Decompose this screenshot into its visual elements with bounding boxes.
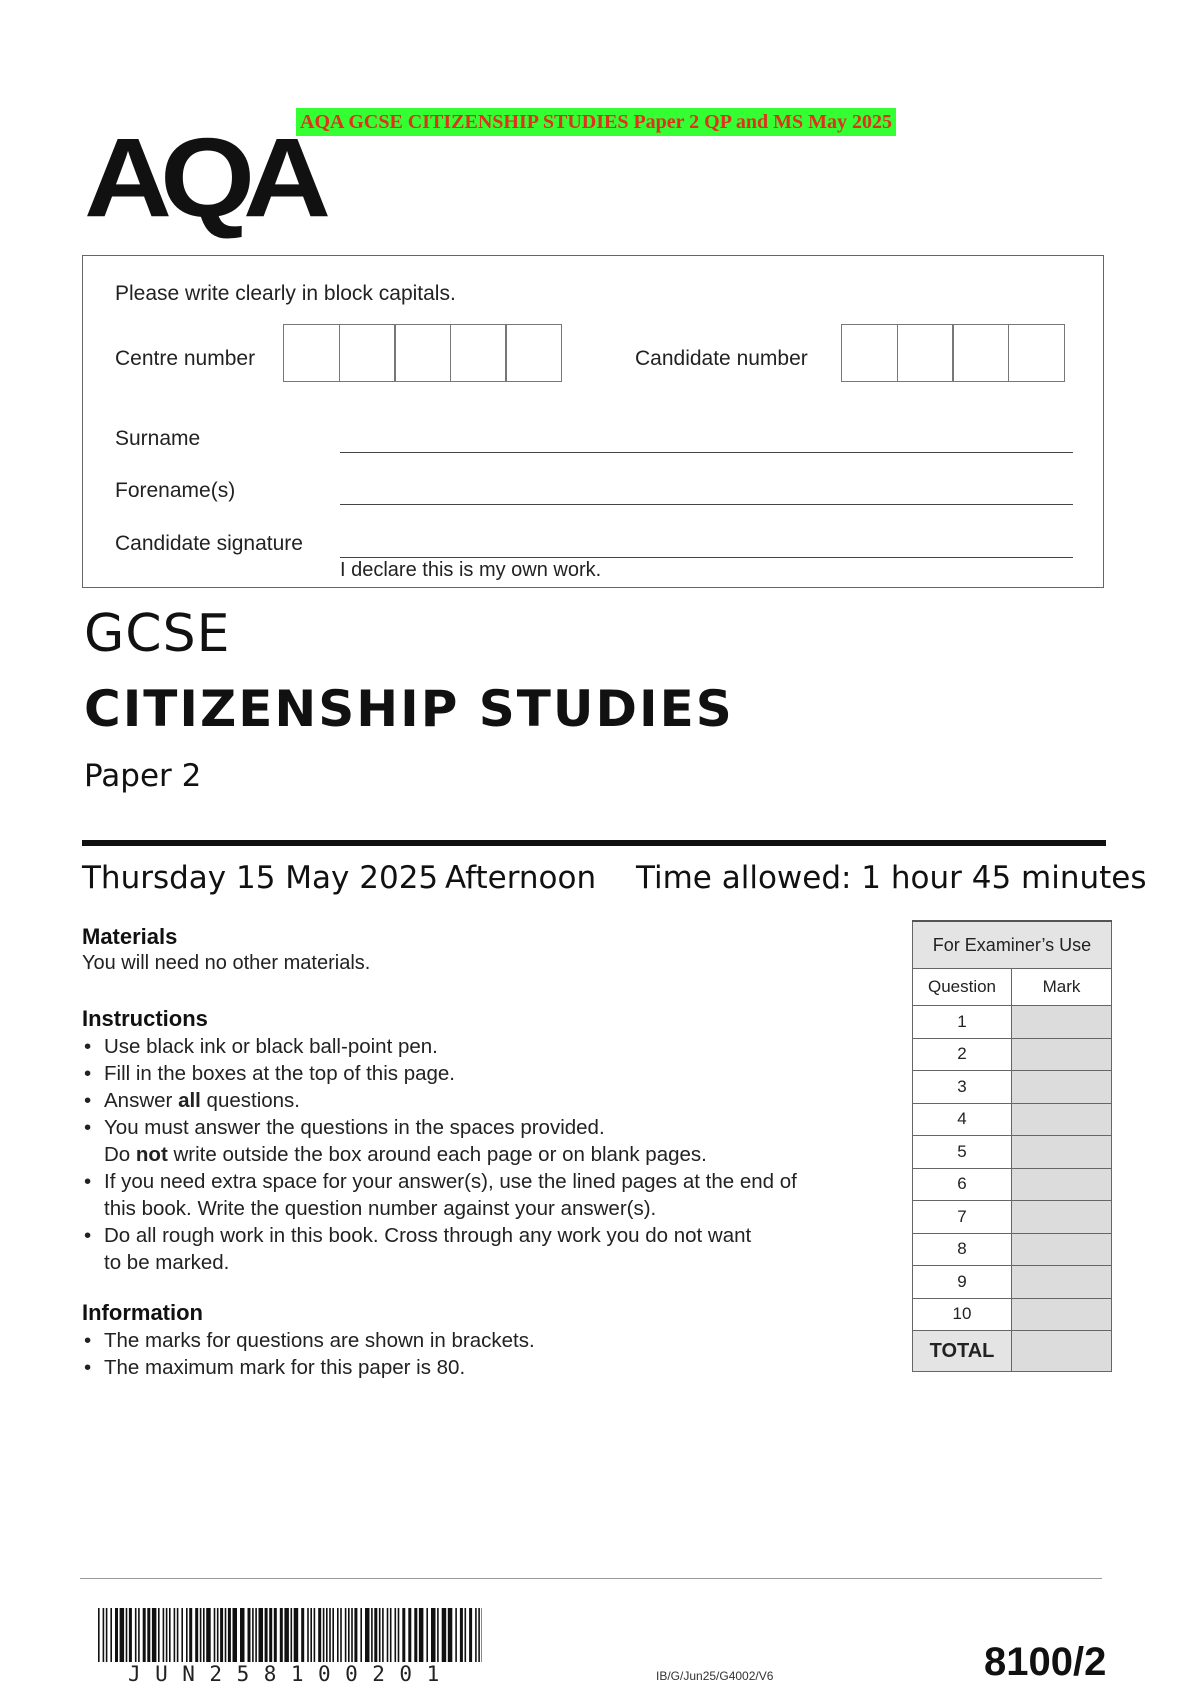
barcode-bar: [348, 1608, 350, 1662]
information-heading: Information: [82, 1300, 203, 1325]
information-item: • The maximum mark for this paper is 80.: [82, 1354, 882, 1381]
question-number: 7: [913, 1201, 1012, 1234]
barcode-bar: [345, 1608, 347, 1662]
mark-cell[interactable]: [1012, 1038, 1112, 1071]
barcode-bar: [98, 1608, 100, 1662]
barcode-bar: [379, 1608, 381, 1662]
barcode-bar: [265, 1608, 268, 1662]
barcode-bar: [340, 1608, 342, 1662]
barcode-bar: [214, 1608, 216, 1662]
mark-cell[interactable]: [1012, 1103, 1112, 1136]
candidate-number-digit[interactable]: [952, 324, 1009, 382]
mark-cell[interactable]: [1012, 1136, 1112, 1169]
paper-code: 8100/2: [984, 1640, 1107, 1684]
examiner-row: [913, 1233, 1112, 1266]
barcode-bar: [455, 1608, 457, 1662]
barcode-bar: [475, 1608, 477, 1662]
barcode-bar: [225, 1608, 227, 1662]
barcode-bar: [163, 1608, 165, 1662]
surname-field[interactable]: [340, 452, 1073, 453]
centre-number-digit[interactable]: [505, 324, 562, 382]
mark-cell[interactable]: [1012, 1006, 1112, 1039]
barcode-bar: [135, 1608, 137, 1662]
examiner-row: [913, 1201, 1112, 1234]
barcode-bar: [354, 1608, 357, 1662]
barcode-bar: [390, 1608, 392, 1662]
barcode-bar: [414, 1608, 417, 1662]
barcode-bar: [395, 1608, 397, 1662]
exam-date: Thursday 15 May 2025: [82, 860, 439, 896]
barcode-number: JUN258100201: [128, 1662, 454, 1686]
mark-cell[interactable]: [1012, 1168, 1112, 1201]
instructions-heading: Instructions: [82, 1006, 208, 1031]
barcode-bar: [203, 1608, 205, 1662]
barcode-bar: [371, 1608, 373, 1662]
time-allowed: Time allowed: 1 hour 45 minutes: [636, 860, 1147, 896]
barcode-bar: [387, 1608, 389, 1662]
barcode-bar: [259, 1608, 264, 1662]
barcode-bar: [360, 1608, 362, 1662]
materials-heading: Materials: [82, 924, 178, 949]
barcode-bar: [398, 1608, 400, 1662]
question-number: 4: [913, 1103, 1012, 1136]
barcode-bar: [382, 1608, 384, 1662]
candidate-number-digit[interactable]: [841, 324, 898, 382]
instructions-section: [82, 1006, 892, 1276]
examiner-row: [913, 1006, 1112, 1039]
barcode-bar: [437, 1608, 439, 1662]
document-reference: IB/G/Jun25/G4002/V6: [656, 1669, 774, 1683]
barcode-bar: [186, 1608, 188, 1662]
barcode-bar: [402, 1608, 405, 1662]
barcode-bar: [129, 1608, 132, 1662]
barcode-bar: [143, 1608, 146, 1662]
forenames-field[interactable]: [340, 504, 1073, 505]
barcode-bar: [318, 1608, 321, 1662]
centre-number-label: Centre number: [115, 347, 256, 370]
question-number: 2: [913, 1038, 1012, 1071]
candidate-number-boxes[interactable]: [841, 324, 1065, 382]
barcode-bar: [442, 1608, 447, 1662]
barcode-bar: [326, 1608, 328, 1662]
instruction-item: • Use black ink or black ball-point pen.: [82, 1033, 892, 1060]
barcode-bar: [177, 1608, 179, 1662]
materials-section: [82, 924, 882, 975]
paper-number: Paper 2: [84, 758, 202, 794]
barcode-bar: [478, 1608, 480, 1662]
barcode-bar: [174, 1608, 176, 1662]
barcode-bar: [240, 1608, 245, 1662]
examiner-row: [913, 1298, 1112, 1331]
mark-cell[interactable]: [1012, 1266, 1112, 1299]
barcode-bar: [206, 1608, 211, 1662]
instruction-item: • Fill in the boxes at the top of this page.: [82, 1060, 892, 1087]
barcode-bar: [152, 1608, 157, 1662]
barcode-bar: [294, 1608, 299, 1662]
barcode-bar: [110, 1608, 112, 1662]
total-label: TOTAL: [913, 1331, 1012, 1372]
qualification-level: GCSE: [84, 604, 231, 664]
barcode: [98, 1608, 482, 1662]
barcode-bar: [310, 1608, 312, 1662]
barcode-bar: [189, 1608, 192, 1662]
barcode-bar: [274, 1608, 277, 1662]
barcode-bar: [126, 1608, 128, 1662]
question-number: 5: [913, 1136, 1012, 1169]
subject-title: CITIZENSHIP STUDIES: [84, 680, 734, 738]
barcode-bar: [248, 1608, 251, 1662]
document-title-banner: AQA GCSE CITIZENSHIP STUDIES Paper 2 QP and MS May 2025: [296, 108, 896, 136]
centre-number-digit[interactable]: [339, 324, 396, 382]
barcode-bar: [408, 1608, 411, 1662]
mark-cell[interactable]: [1012, 1201, 1112, 1234]
barcode-bar: [220, 1608, 223, 1662]
barcode-bar: [307, 1608, 309, 1662]
barcode-bar: [323, 1608, 325, 1662]
barcode-bar: [115, 1608, 118, 1662]
examiner-row: [913, 1038, 1112, 1071]
mark-column-header: Mark: [1012, 969, 1112, 1006]
candidate-number-digit[interactable]: [897, 324, 954, 382]
mark-cell[interactable]: [1012, 1298, 1112, 1331]
instruction-item: • Do all rough work in this book. Cross through any work you do not want to be marked.: [82, 1222, 892, 1276]
barcode-bar: [106, 1608, 108, 1662]
examiners-use-title: For Examiner’s Use: [913, 921, 1112, 969]
materials-text: You will need no other materials.: [82, 952, 371, 974]
question-number: 10: [913, 1298, 1012, 1331]
title-divider: [82, 840, 1106, 846]
examiner-row: [913, 1168, 1112, 1201]
barcode-bar: [280, 1608, 283, 1662]
barcode-bar: [200, 1608, 202, 1662]
footer-divider: [80, 1578, 1102, 1579]
barcode-bar: [448, 1608, 453, 1662]
barcode-bar: [337, 1608, 339, 1662]
barcode-bar: [460, 1608, 463, 1662]
barcode-bar: [228, 1608, 231, 1662]
barcode-bar: [365, 1608, 370, 1662]
barcode-bar: [120, 1608, 125, 1662]
barcode-bar: [301, 1608, 304, 1662]
barcode-bar: [269, 1608, 272, 1662]
signature-label: Candidate signature: [115, 532, 303, 555]
surname-label: Surname: [115, 427, 201, 450]
barcode-bar: [332, 1608, 334, 1662]
examiners-use-table: [912, 920, 1112, 1372]
question-number: 8: [913, 1233, 1012, 1266]
exam-session: Afternoon: [445, 860, 597, 896]
block-capitals-instruction: Please write clearly in block capitals.: [115, 282, 456, 305]
centre-number-boxes[interactable]: [283, 324, 562, 382]
barcode-bar: [314, 1608, 316, 1662]
information-item: • The marks for questions are shown in brackets.: [82, 1327, 882, 1354]
candidate-number-label: Candidate number: [635, 347, 808, 370]
barcode-bar: [255, 1608, 257, 1662]
instruction-item: • If you need extra space for your answer(s), use the lined pages at the end of this book. Write the question number against your answer(s).: [82, 1168, 892, 1222]
barcode-bar: [217, 1608, 219, 1662]
instructions-list: [82, 1033, 892, 1276]
instruction-item: • You must answer the questions in the spaces provided. Do not write outside the box around each page or on blank pages.: [82, 1114, 892, 1168]
centre-number-digit[interactable]: [450, 324, 507, 382]
barcode-bar: [166, 1608, 168, 1662]
examiner-row: [913, 1103, 1112, 1136]
barcode-bar: [469, 1608, 472, 1662]
information-section: [82, 1300, 882, 1381]
barcode-bar: [103, 1608, 105, 1662]
barcode-bar: [465, 1608, 467, 1662]
examiner-row: [913, 1071, 1112, 1104]
centre-number-digit[interactable]: [283, 324, 340, 382]
examiner-row: [913, 1266, 1112, 1299]
barcode-bar: [426, 1608, 428, 1662]
barcode-bar: [482, 1608, 483, 1662]
total-mark-cell[interactable]: [1012, 1331, 1112, 1372]
mark-cell[interactable]: [1012, 1233, 1112, 1266]
question-column-header: Question: [913, 969, 1012, 1006]
question-number: 3: [913, 1071, 1012, 1104]
signature-field[interactable]: [340, 557, 1073, 558]
barcode-bar: [169, 1608, 171, 1662]
barcode-bar: [291, 1608, 293, 1662]
question-number: 6: [913, 1168, 1012, 1201]
candidate-details-box: [82, 255, 1104, 588]
question-number: 9: [913, 1266, 1012, 1299]
question-number: 1: [913, 1006, 1012, 1039]
barcode-bar: [138, 1608, 140, 1662]
declaration-text: I declare this is my own work.: [340, 559, 602, 581]
information-list: [82, 1327, 882, 1381]
barcode-bar: [351, 1608, 353, 1662]
barcode-bar: [431, 1608, 436, 1662]
barcode-bar: [181, 1608, 183, 1662]
barcode-bar: [147, 1608, 150, 1662]
barcode-bar: [195, 1608, 198, 1662]
forenames-label: Forename(s): [115, 479, 236, 502]
aqa-logo: AQA: [84, 115, 320, 241]
mark-cell[interactable]: [1012, 1071, 1112, 1104]
instruction-item: • Answer all questions.: [82, 1087, 892, 1114]
barcode-bar: [419, 1608, 424, 1662]
centre-number-digit[interactable]: [394, 324, 451, 382]
barcode-bar: [284, 1608, 289, 1662]
barcode-bar: [233, 1608, 238, 1662]
examiner-row: [913, 1136, 1112, 1169]
barcode-bar: [374, 1608, 377, 1662]
barcode-bar: [158, 1608, 160, 1662]
barcode-bar: [252, 1608, 254, 1662]
barcode-bar: [329, 1608, 331, 1662]
candidate-number-digit[interactable]: [1008, 324, 1065, 382]
